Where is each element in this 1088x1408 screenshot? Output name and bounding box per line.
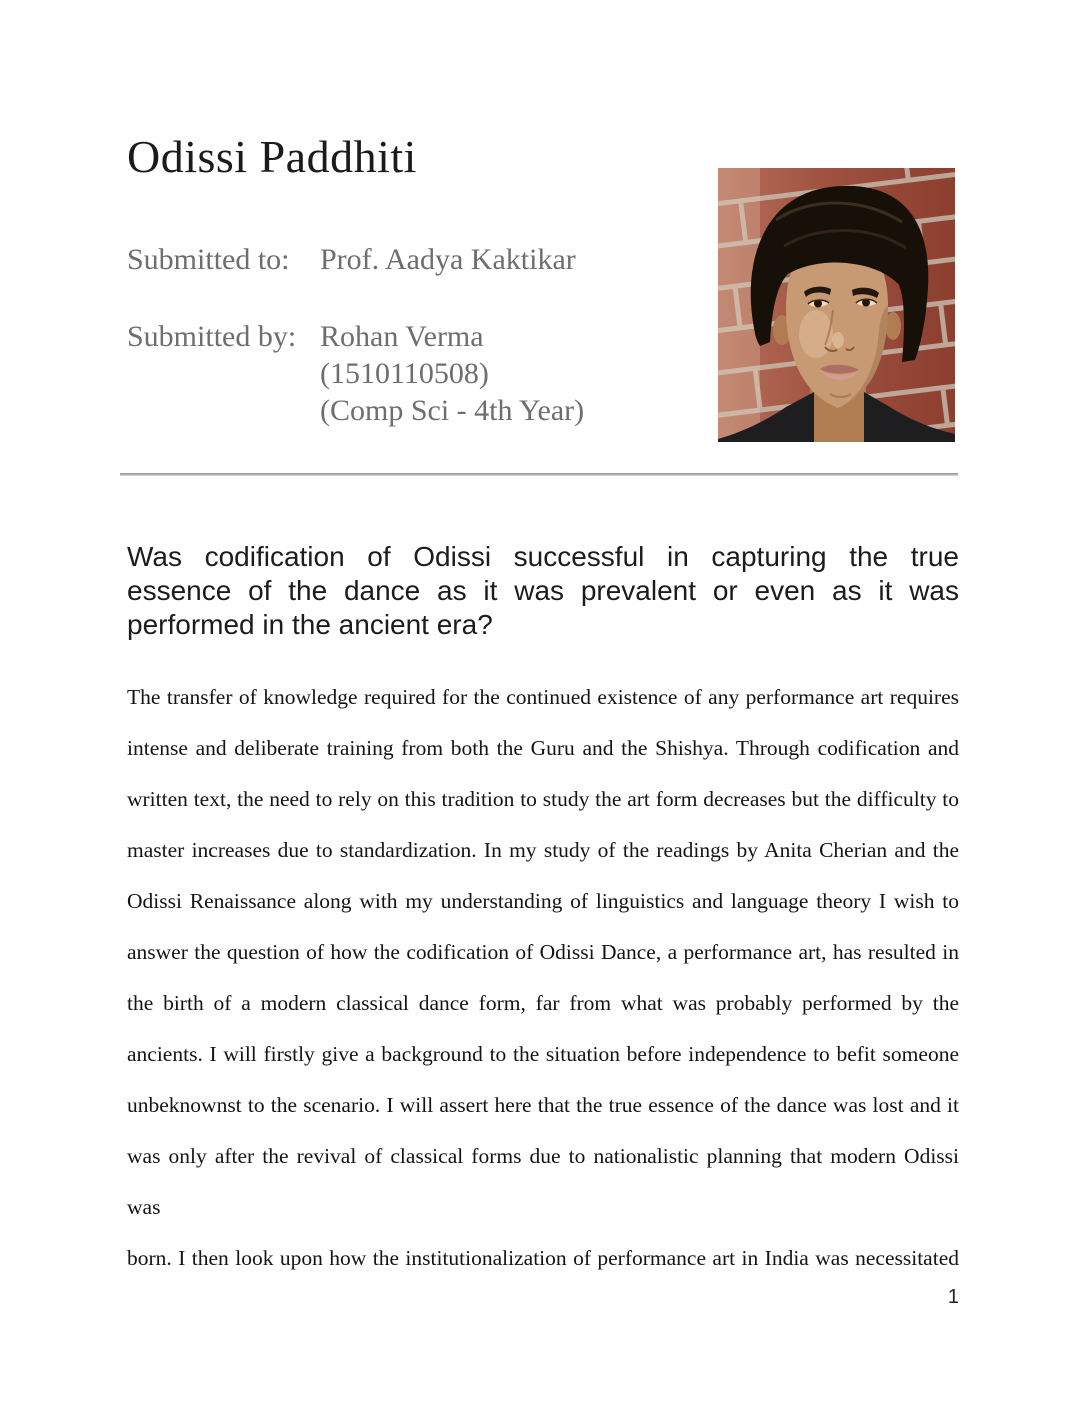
submitted-by-value <box>320 318 584 429</box>
text-line: written text, the need to rely on this tradition to study the art form decreases but the difficulty to <box>127 787 959 811</box>
text-line: answer the question of how the codification of Odissi Dance, a performance art, has resulted in <box>127 940 959 964</box>
submitted-to-label: Submitted to: <box>127 243 290 276</box>
text-line: essence of the dance as it was prevalent or even as it was <box>127 575 959 606</box>
text-line: unbeknownst to the scenario. I will assert here that the true essence of the dance was lost and it <box>127 1093 959 1117</box>
page-title: Odissi Paddhiti <box>127 131 417 182</box>
portrait-illustration <box>718 168 955 442</box>
horizontal-rule <box>120 473 958 476</box>
text-line: Was codification of Odissi successful in capturing the true <box>127 541 959 572</box>
essay-question-heading <box>127 540 959 642</box>
student-portrait-photo <box>718 168 955 442</box>
text-line: born. I then look upon how the institutionalization of performance art in India was necessitated <box>127 1246 959 1270</box>
submitted-by-label: Submitted by: <box>127 320 297 353</box>
submitted-to-row <box>127 241 576 278</box>
text-line: Odissi Renaissance along with my understanding of linguistics and language theory I wish to <box>127 889 959 913</box>
body-paragraph <box>127 672 959 1284</box>
text-line: intense and deliberate training from both the Guru and the Shishya. Through codification and <box>127 736 959 760</box>
submitted-by-row <box>127 318 584 429</box>
text-line: The transfer of knowledge required for the continued existence of any performance art requires <box>127 685 959 709</box>
text-line: (Comp Sci - 4th Year) <box>320 394 585 427</box>
text-line: master increases due to standardization. In my study of the readings by Anita Cherian and the <box>127 838 959 862</box>
text-line: Rohan Verma <box>320 320 484 353</box>
submitted-to-value: Prof. Aadya Kaktikar <box>320 243 576 276</box>
text-line: (1510110508) <box>320 357 489 390</box>
text-line: performed in the ancient era? <box>127 609 493 640</box>
page-number: 1 <box>947 1286 959 1308</box>
text-line: ancients. I will firstly give a background to the situation before independence to befit someone <box>127 1042 959 1066</box>
text-line: was only after the revival of classical forms due to nationalistic planning that modern Odissi was <box>127 1144 959 1219</box>
text-line: the birth of a modern classical dance form, far from what was probably performed by the <box>127 991 959 1015</box>
